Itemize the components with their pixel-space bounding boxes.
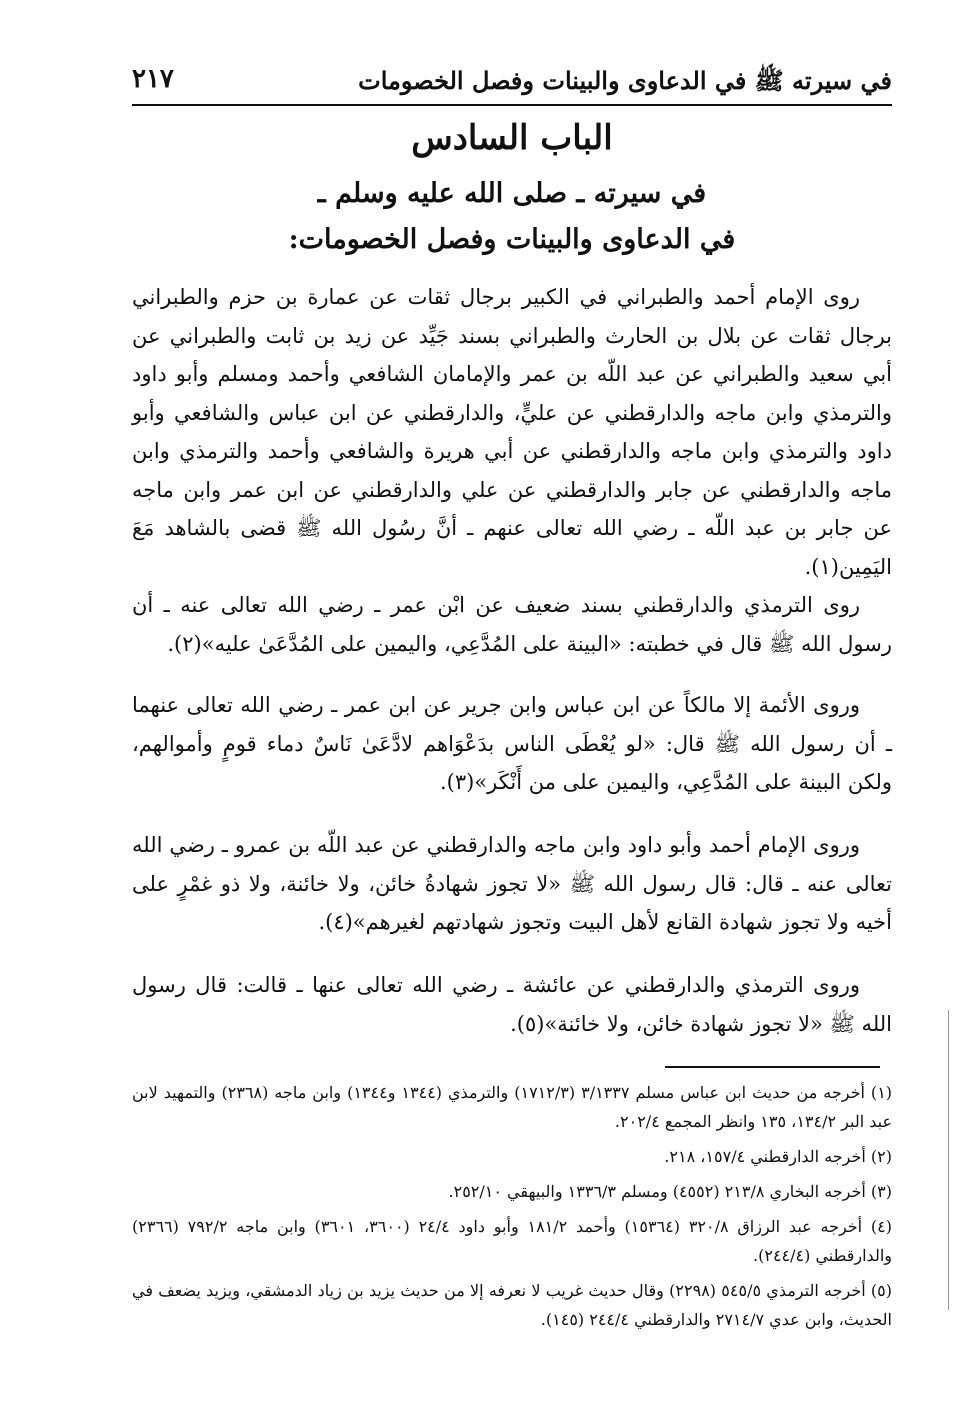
footnote-separator [665, 1066, 880, 1068]
paragraph-text: روى الإمام أحمد والطبراني في الكبير برجال ثقات عن عمارة بن حزم والطبراني برجال ثقات عن بلال بن الحارث والطبراني بسند جَيِّد عن زيد بن ثابت والطبراني عن أبي سعيد والطبراني عن عبد اللّه بن عمر والإمامان الشافعي وأحمد ومسلم وأبو داود والترمذي وابن ماجه والدارقطني عن عليٍّ، والدارقطني عن ابن عباس والشافعي وأبو داود والترمذي وابن ماجه والدارقطني عن أبي هريرة والشافعي وأحمد والترمذي وابن ماجه والدارقطني عن جابر والدارقطني عن علي والدارقطني عن ابن عمر وابن ماجه عن جابر بن عبد اللّه ـ رضي الله تعالى عنهم ـ أنَّ رسُول الله ﷺ قضى بالشاهد مَعَ اليَمِين(١). [132, 285, 892, 579]
body-paragraph-1 [132, 278, 892, 586]
body-paragraph-5 [132, 966, 892, 1043]
footnote-3: (٣) أخرجه البخاري ٢١٣/٨ (٤٥٥٢) ومسلم ١٣٣٦/٣ والبيهقي ٢٥٢/١٠. [448, 1182, 892, 1201]
footnote-2: (٢) أخرجه الدارقطني ١٥٧/٤، ٢١٨. [664, 1147, 892, 1166]
footnote-5: (٥) أخرجه الترمذي ٥٤٥/٥ (٢٢٩٨) وقال حديث غريب لا نعرفه إلا من حديث يزيد بن زياد الدمشقي، ويزيد يضعف في الحديث، وابن عدي ٢٧١٤/٧ والدارقطني ٢٤٤/٤ (١٤٥). [132, 1281, 892, 1329]
body-paragraph-4 [132, 826, 892, 942]
chapter-title: الباب السادس [411, 118, 613, 158]
footnotes [132, 1078, 892, 1340]
body-paragraph-2 [132, 586, 892, 663]
chapter-subtitle-2: في الدعاوى والبينات وفصل الخصومات: [288, 224, 736, 255]
running-header-title: في سيرته ﷺ في الدعاوى والبينات وفصل الخصومات [358, 66, 892, 95]
scan-edge-line [948, 1010, 949, 1310]
paragraph-text: وروى الأئمة إلا مالكاً عن ابن عباس وابن جرير عن ابن عمر ـ رضي الله تعالى عنهما ـ أن رسول الله ﷺ قال: «لو يُعْطَى الناس بدَعْوَاهم لادَّعَىٰ نَاسٌ دماء قومٍ وأموالهم، ولكن البينة على المُدَّعِي، واليمين على من أَنْكَر»(٣). [132, 693, 892, 794]
page-number: ٢١٧ [132, 64, 174, 94]
body-paragraph-3 [132, 686, 892, 802]
footnote-1: (١) أخرجه من حديث ابن عباس مسلم ٣/١٣٣٧ (١٧١٢/٣) والترمذي (١٣٤٤ و١٣٤٤) وابن ماجه (٢٣٦٨) والتمهيد لابن عبد البر ١٣٤/٢، ١٣٥ وانظر المجمع ٢٠٢/٤. [132, 1083, 893, 1131]
running-header [132, 58, 892, 104]
paragraph-text: وروى الترمذي والدارقطني عن عائشة ـ رضي الله تعالى عنها ـ قالت: قال رسول الله ﷺ «لا تجوز شهادة خائن، ولا خائنة»(٥). [132, 973, 892, 1036]
chapter-subtitle-1: في سيرته ـ صلى الله عليه وسلم ـ [317, 178, 707, 209]
footnote-4: (٤) أخرجه عبد الرزاق ٣٢٠/٨ (١٥٣٦٤) وأحمد ١٨١/٢ وأبو داود ٢٤/٤ (٣٦٠٠، ٣٦٠١) وابن ماجه ٧٩٢/٢ (٢٣٦٦) والدارقطني (٢٤٤/٤). [132, 1217, 893, 1265]
paragraph-text: وروى الإمام أحمد وأبو داود وابن ماجه والدارقطني عن عبد اللّه بن عمرو ـ رضي الله تعالى عنه ـ قال: قال رسول الله ﷺ «لا تجوز شهادةُ خائن، ولا خائنة، ولا ذو غمْرٍ على أخيه ولا تجوز شهادة القانع لأهل البيت وتجوز شهادتهم لغيرهم»(٤). [132, 833, 892, 934]
header-rule [132, 104, 892, 106]
paragraph-text: روى الترمذي والدارقطني بسند ضعيف عن ابْن عمر ـ رضي الله تعالى عنه ـ أن رسول الله ﷺ قال في خطبته: «البينة على المُدَّعِي، واليمين على المُدَّعَىٰ عليه»(٢). [132, 593, 892, 656]
